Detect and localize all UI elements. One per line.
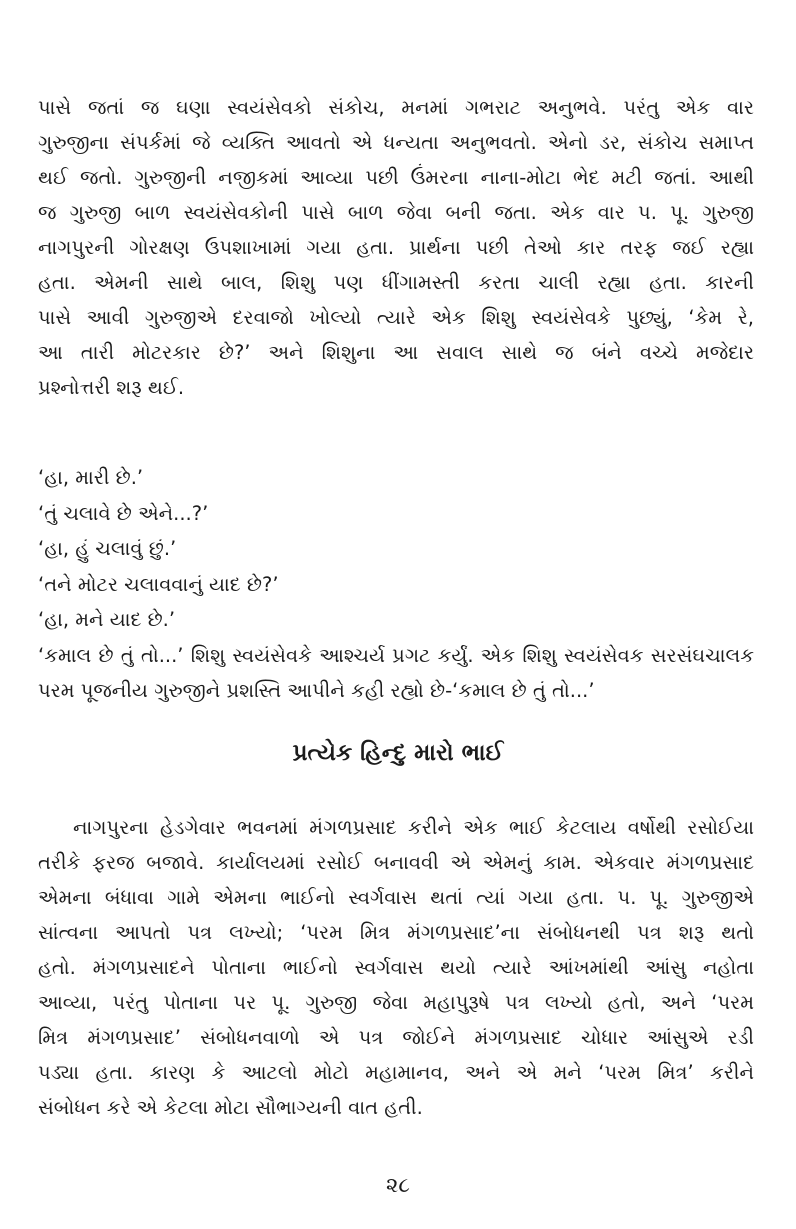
text-line: પ્રશ્નોત્તરી શરૂ થઈ. [38,376,185,399]
dialogue-line: ‘કમાલ છે તું તો...’ શિશુ સ્વયંસેવકે આશ્ચર્ય પ્રગટ કર્યું. એક શિશુ સ્વયંસેવક સરસંઘચાલક [38,643,754,667]
text-line: સંબોધન કરે એ કેટલા મોટા સૌભાગ્યની વાત હતી. [38,1096,423,1119]
text-line: પાસે જતાં જ ઘણા સ્વયંસેવકો સંકોચ, મનમાં ગભરાટ અનુભવે. પરંતુ એક વાર [38,96,754,119]
text-line: હતો. મંગળપ્રસાદને પોતાના ભાઈનો સ્વર્ગવાસ થયો ત્યારે આંખમાંથી આંસુ નહોતા [38,956,754,979]
paragraph-2 [38,810,754,1125]
text-line: નાગપુરની ગોરક્ષણ ઉપશાખામાં ગયા હતા. પ્રાર્થના પછી તેઓ કાર તરફ જઈ રહ્યા [38,236,754,259]
text-line: આ તારી મોટરકાર છે?’ અને શિશુના આ સવાલ સાથે જ બંને વચ્ચે મજેદાર [38,341,754,364]
section-heading: પ્રત્યેક હિન્દુ મારો ભાઈ [292,740,504,766]
text-line: તરીકે ફરજ બજાવે. કાર્યાલયમાં રસોઈ બનાવવી એ એમનું કામ. એકવાર મંગળપ્રસાદ [38,851,754,874]
dialogue-block [38,460,754,709]
dialogue-line: ‘તને મોટર ચલાવવાનું યાદ છે?’ [38,572,279,596]
page-number: ૨૮ [386,1173,410,1197]
paragraph-1 [38,90,754,405]
text-line: મિત્ર મંગળપ્રસાદ’ સંબોધનવાળો એ પત્ર જોઈને મંગળપ્રસાદ ચોધાર આંસુએ રડી [38,1026,754,1049]
dialogue-line: ‘તું ચલાવે છે એને...?’ [38,501,209,525]
dialogue-line: પરમ પૂજનીય ગુરુજીને પ્રશસ્તિ આપીને કહી રહ્યો છે-‘કમાલ છે તું તો...’ [38,679,595,702]
text-line: થઈ જતો. ગુરુજીની નજીકમાં આવ્યા પછી ઉંમરના નાના-મોટા ભેદ મટી જતાં. આથી [38,166,754,189]
text-line: હતા. એમની સાથે બાલ, શિશુ પણ ધીંગામસ્તી કરતા ચાલી રહ્યા હતા. કારની [38,271,754,294]
text-line: જ ગુરુજી બાળ સ્વયંસેવકોની પાસે બાળ જેવા બની જતા. એક વાર પ. પૂ. ગુરુજી [38,201,754,224]
text-line: આવ્યા, પરંતુ પોતાના પર પૂ. ગુરુજી જેવા મહાપુરૂષે પત્ર લખ્યો હતો, અને ‘પરમ [38,991,754,1014]
text-line: ગુરુજીના સંપર્કમાં જે વ્યક્તિ આવતો એ ધન્યતા અનુભવતો. એનો ડર, સંકોચ સમાપ્ત [38,131,754,154]
text-line: એમના બંધાવા ગામે એમના ભાઈનો સ્વર્ગવાસ થતાં ત્યાં ગયા હતા. પ. પૂ. ગુરુજીએ [38,886,754,909]
text-line: પડ્યા હતા. કારણ કે આટલો મોટો મહામાનવ, અને એ મને ‘પરમ મિત્ર’ કરીને [38,1061,754,1084]
dialogue-line: ‘હા, હું ચલાવું છું.’ [38,537,177,560]
text-line: પાસે આવી ગુરુજીએ દરવાજો ખોલ્યો ત્યારે એક શિશુ સ્વયંસેવકે પુછ્યું, ‘કેમ રે, [38,306,754,329]
text-line: સાંત્વના આપતો પત્ર લખ્યો; ‘પરમ મિત્ર મંગળપ્રસાદ’ના સંબોધનથી પત્ર શરૂ થતો [38,921,754,944]
text-line: નાગપુરના હેડગેવાર ભવનમાં મંગળપ્રસાદ કરીને એક ભાઈ કેટલાય વર્ષોથી રસોઈયા [73,816,754,839]
dialogue-line: ‘હા, મને યાદ છે.’ [38,608,176,631]
dialogue-line: ‘હા, મારી છે.’ [38,466,144,489]
